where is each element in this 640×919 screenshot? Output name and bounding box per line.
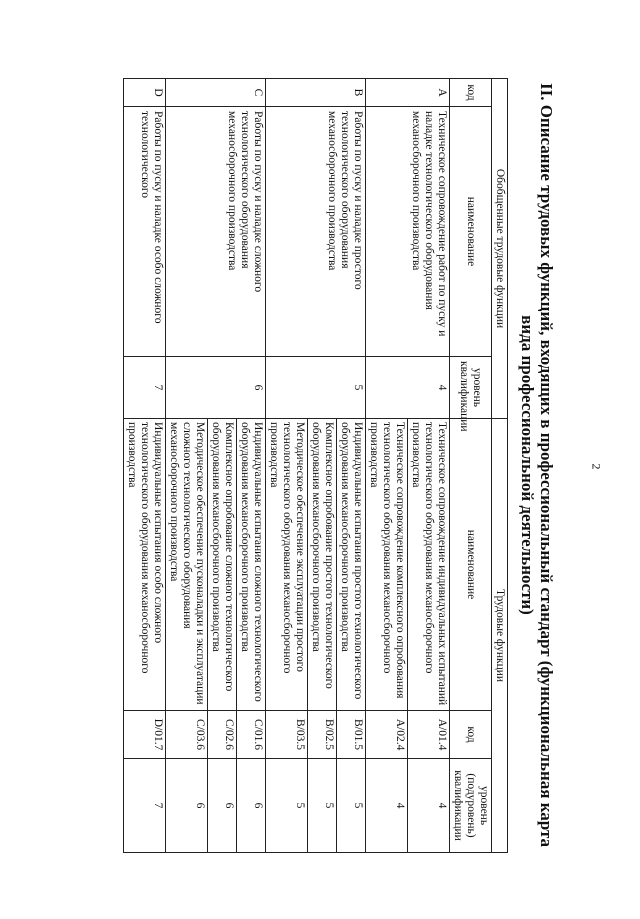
function-code: B/02.5 (308, 711, 337, 759)
function-level: 6 (208, 759, 237, 853)
group-name: Работы по пуску и наладке сложного технологического оборудования механосборочного производства (166, 107, 266, 357)
group-name: Работы по пуску и наладке особо сложного технологического (124, 107, 166, 357)
table-row (337, 79, 366, 853)
group-code: B (266, 79, 366, 107)
group-level: 6 (166, 357, 266, 419)
function-level: 4 (408, 759, 450, 853)
function-name: Техническое сопровождение индивидуальных испытаний технологического оборудования механосборочного производства (408, 419, 450, 711)
function-code: A/01.4 (408, 711, 450, 759)
function-name: Индивидуальные испытания сложного технологического оборудования механосборочного производства (237, 419, 266, 711)
group-name: Техническое сопровождение работ по пуску и наладке технологического оборудования механосборочного производства (366, 107, 450, 357)
function-level: 5 (337, 759, 366, 853)
group-code: A (366, 79, 450, 107)
page-title: II. Описание трудовых функций, входящих в профессиональный стандарт (функциональная карта вида профессиональной деятельности) (518, 82, 556, 848)
group-code: C (166, 79, 266, 107)
name-header: наименование (450, 107, 492, 357)
function-level: 5 (308, 759, 337, 853)
table-row (408, 79, 450, 853)
group-level: 5 (266, 357, 366, 419)
function-level: 7 (124, 759, 166, 853)
table-row (237, 79, 266, 853)
function-code: C/03.6 (166, 711, 208, 759)
labor-functions-header: Трудовые функции (492, 419, 508, 853)
level-header: уровень квалификации (450, 357, 492, 419)
function-name: Комплексное опробование сложного технологического оборудования механосборочного производства (208, 419, 237, 711)
rotated-page (66, 78, 570, 852)
function-name: Техническое сопровождение комплексного опробования технологического оборудования механосборочного производства (366, 419, 408, 711)
function-code: B/01.5 (337, 711, 366, 759)
group-code: D (124, 79, 166, 107)
code-header: код (450, 79, 492, 107)
function-code: D/01.7 (124, 711, 166, 759)
generalized-functions-header: Обобщенные трудовые функции (492, 79, 508, 419)
group-level: 4 (366, 357, 450, 419)
function-level: 5 (266, 759, 308, 853)
function-name: Комплексное опробование простого технологического оборудования механосборочного производства (308, 419, 337, 711)
group-level: 7 (124, 357, 166, 419)
function-level: 4 (366, 759, 408, 853)
function-name: Методическое обеспечение пусконаладки и эксплуатации сложного технологического оборудования механосборочного производства (166, 419, 208, 711)
function-code: C/01.6 (237, 711, 266, 759)
table-body (124, 79, 450, 853)
function-code: C/02.6 (208, 711, 237, 759)
function-code-header: код (450, 711, 492, 759)
function-level: 6 (166, 759, 208, 853)
table-row (124, 79, 166, 853)
function-name: Индивидуальные испытания простого технологического оборудования механосборочного производства (337, 419, 366, 711)
page-number: 2 (589, 463, 604, 470)
function-level: 6 (237, 759, 266, 853)
functional-map-table (123, 78, 508, 853)
function-code: A/02.4 (366, 711, 408, 759)
function-level-header: уровень (подуровень) квалификации (450, 759, 492, 853)
function-name: Методическое обеспечение эксплуатации простого технологического оборудования механосборочного производства (266, 419, 308, 711)
group-name: Работы по пуску и наладке простого технологического оборудования механосборочного производства (266, 107, 366, 357)
function-name-header: наименование (450, 419, 492, 711)
function-name: Индивидуальные испытания особо сложного технологического оборудования механосборочного производства (124, 419, 166, 711)
function-code: B/03.5 (266, 711, 308, 759)
